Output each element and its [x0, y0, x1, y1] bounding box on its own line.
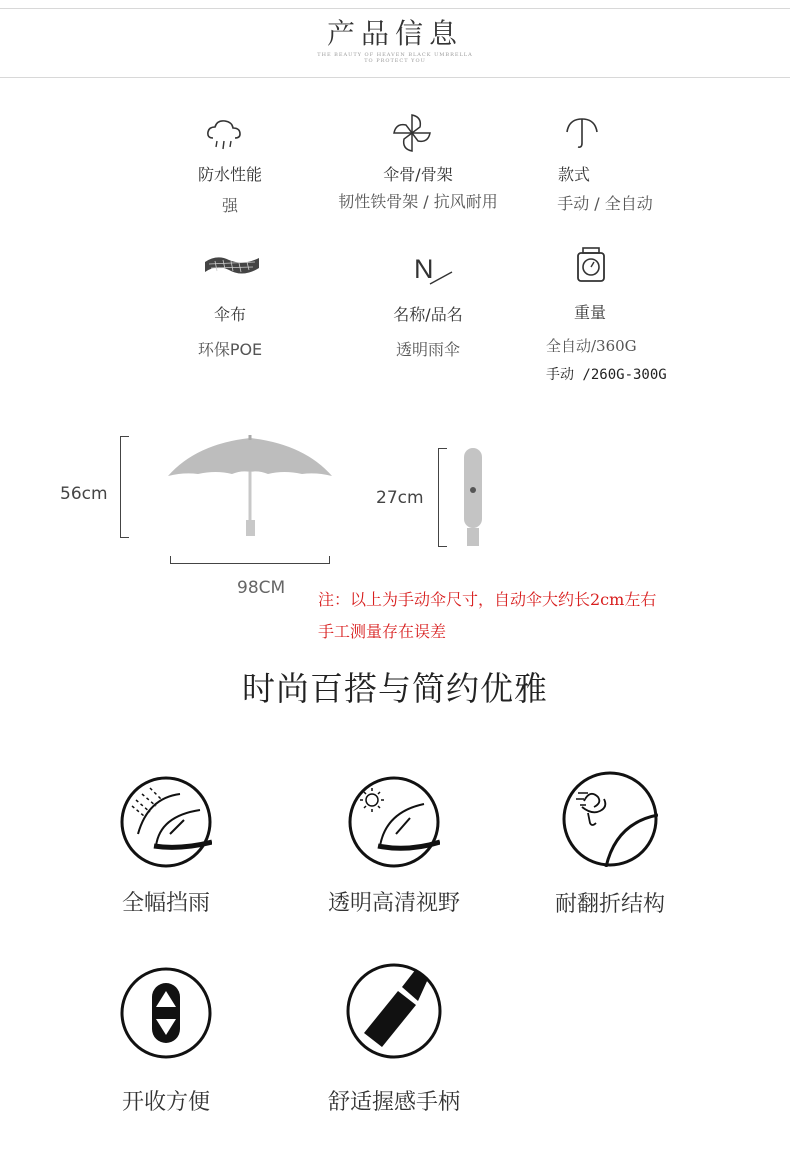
spec-value: 强 [221, 196, 238, 215]
width-bracket [170, 556, 330, 564]
spec-label: 名称/品名 [393, 305, 463, 324]
spec-style [540, 162, 670, 214]
feature-wind-resistant [510, 771, 710, 918]
feature-handle [294, 963, 494, 1116]
feature-clear-view [294, 776, 494, 917]
section-headline: 时尚百搭与简约优雅 [242, 669, 548, 708]
spec-label: 款式 [558, 165, 591, 184]
spec-waterproof [175, 162, 285, 216]
full-coverage-icon [120, 776, 212, 868]
fabric-icon [203, 252, 261, 282]
size-note-line-2: 手工测量存在误差 [318, 622, 447, 641]
spec-value: 透明雨伞 [395, 340, 460, 359]
subtitle-line-1: THE BEAUTY OF HEAVEN BLACK UMBRELLA [317, 52, 473, 58]
spec-label: 伞骨/骨架 [383, 165, 453, 184]
feature-label: 舒适握感手柄 [327, 1090, 460, 1115]
page-subtitle [0, 52, 790, 64]
name-n-icon [412, 252, 454, 286]
open-height-label: 56cm [60, 484, 108, 504]
svg-text:N: N [414, 254, 434, 284]
spec-frame [318, 162, 518, 212]
subtitle-line-2: TO PROTECT YOU [364, 58, 426, 64]
rain-cloud-icon [205, 116, 243, 154]
spec-name [368, 302, 488, 360]
spec-value: 手动 / 全自动 [557, 194, 653, 213]
folded-umbrella-illustration [461, 446, 485, 552]
spec-fabric [175, 302, 285, 360]
feature-label: 开收方便 [121, 1090, 210, 1115]
spec-label: 防水性能 [197, 165, 262, 184]
spec-value: 环保POE [197, 340, 263, 359]
feature-label: 耐翻折结构 [554, 892, 665, 917]
feature-label: 透明高清视野 [327, 891, 460, 916]
folded-bracket [438, 448, 447, 547]
spec-value: 韧性铁骨架 / 抗风耐用 [338, 192, 498, 211]
open-close-icon [120, 967, 212, 1059]
spec-value: 全自动/360G [546, 337, 637, 355]
header-rule [0, 77, 790, 78]
umbrella-icon [564, 116, 600, 152]
feature-full-coverage [66, 776, 266, 917]
feature-open-close [66, 967, 266, 1116]
handle-icon [346, 963, 442, 1059]
height-bracket [120, 436, 129, 538]
spec-label: 重量 [574, 303, 607, 322]
pinwheel-icon [390, 111, 434, 155]
top-rule [0, 8, 790, 9]
page-title: 产品信息 [326, 17, 463, 50]
size-note-line-1: 注：以上为手动伞尺寸，自动伞大约长2cm左右 [318, 590, 657, 609]
spec-weight [546, 300, 706, 384]
scale-icon [576, 247, 606, 283]
folded-length-label: 27cm [376, 488, 424, 508]
open-umbrella-illustration [166, 432, 334, 546]
spec-label: 伞布 [213, 305, 246, 324]
clear-view-icon [348, 776, 440, 868]
wind-resistant-icon [562, 771, 658, 867]
feature-label: 全幅挡雨 [121, 891, 210, 916]
open-width-label: 98CM [237, 578, 286, 598]
spec-value-2: 手动 /260G-300G [546, 367, 667, 383]
